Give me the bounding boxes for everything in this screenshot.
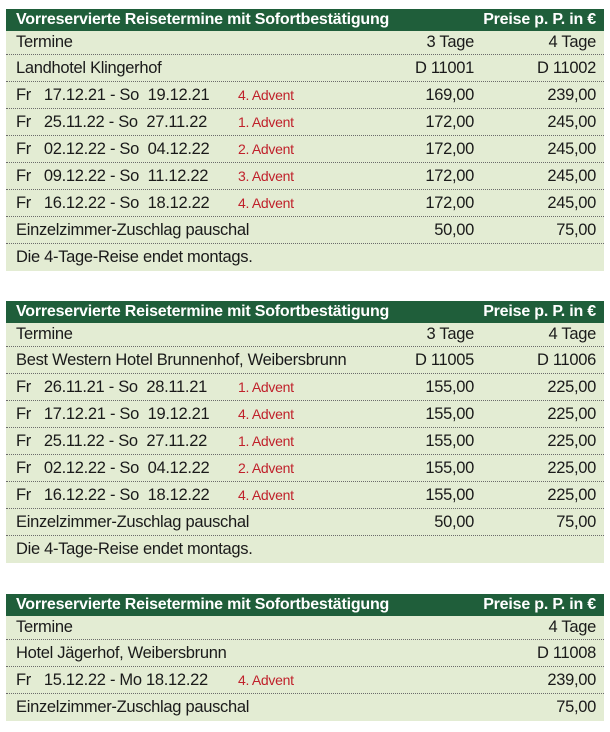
col-4-days: 4 Tage <box>548 33 596 51</box>
single-room-surcharge-row <box>6 217 604 244</box>
price-4-days: 245,00 <box>547 193 596 212</box>
header-price: Preise p. P. in € <box>483 11 596 28</box>
advent-label: 2. Advent <box>238 141 294 157</box>
surcharge-3-days: 50,00 <box>434 220 474 239</box>
date-row <box>6 428 604 455</box>
date-row <box>6 82 604 109</box>
header-title: Vorreservierte Reisetermine mit Sofortbestätigung <box>16 596 390 613</box>
date-range: Fr 25.11.22 - So 27.11.22 <box>16 431 207 450</box>
note-text: Die 4-Tage-Reise endet montags. <box>16 540 253 558</box>
col-3-days: 3 Tage <box>426 33 474 51</box>
price-3-days: 172,00 <box>425 139 474 158</box>
hotel-row <box>6 640 604 667</box>
advent-label: 2. Advent <box>238 460 294 476</box>
trip-dates-table-1 <box>6 9 604 271</box>
advent-label: 3. Advent <box>238 168 294 184</box>
date-range: Fr 26.11.21 - So 28.11.21 <box>16 377 207 396</box>
col-3-days: 3 Tage <box>426 325 474 343</box>
price-3-days: 172,00 <box>425 193 474 212</box>
advent-label: 4. Advent <box>238 87 294 103</box>
header-price: Preise p. P. in € <box>483 596 596 613</box>
price-3-days: 155,00 <box>425 404 474 423</box>
trip-dates-table-3 <box>6 594 604 721</box>
advent-label: 1. Advent <box>238 433 294 449</box>
table-header <box>6 594 604 616</box>
col-label: Termine <box>16 618 73 636</box>
price-4-days: 245,00 <box>547 139 596 158</box>
price-4-days: 239,00 <box>547 85 596 104</box>
code-4-days: D 11008 <box>536 643 596 662</box>
date-row <box>6 374 604 401</box>
advent-label: 4. Advent <box>238 195 294 211</box>
price-4-days: 225,00 <box>547 485 596 504</box>
date-range: Fr 25.11.22 - So 27.11.22 <box>16 112 207 131</box>
col-4-days: 4 Tage <box>548 618 596 636</box>
price-3-days: 155,00 <box>425 485 474 504</box>
header-price: Preise p. P. in € <box>483 303 596 320</box>
date-range: Fr 16.12.22 - So 18.12.22 <box>16 193 210 212</box>
price-4-days: 225,00 <box>547 377 596 396</box>
price-4-days: 225,00 <box>547 458 596 477</box>
date-row <box>6 455 604 482</box>
date-range: Fr 15.12.22 - Mo 18.12.22 <box>16 670 208 689</box>
date-row <box>6 163 604 190</box>
date-row <box>6 136 604 163</box>
date-range: Fr 02.12.22 - So 04.12.22 <box>16 139 210 158</box>
date-row <box>6 482 604 509</box>
price-4-days: 225,00 <box>547 404 596 423</box>
hotel-name: Best Western Hotel Brunnenhof, Weibersbrunn <box>16 350 347 369</box>
single-room-surcharge-row <box>6 509 604 536</box>
note-row <box>6 244 604 271</box>
price-4-days: 245,00 <box>547 166 596 185</box>
column-header-row <box>6 31 604 55</box>
surcharge-4-days: 75,00 <box>556 220 596 239</box>
date-range: Fr 09.12.22 - So 11.12.22 <box>16 166 209 185</box>
date-range: Fr 02.12.22 - So 04.12.22 <box>16 458 210 477</box>
price-3-days: 172,00 <box>425 112 474 131</box>
price-3-days: 172,00 <box>425 166 474 185</box>
advent-label: 4. Advent <box>238 672 294 688</box>
hotel-row <box>6 347 604 374</box>
column-header-row <box>6 616 604 640</box>
surcharge-4-days: 75,00 <box>556 512 596 531</box>
date-range: Fr 17.12.21 - So 19.12.21 <box>16 85 210 104</box>
code-3-days: D 11005 <box>414 350 474 369</box>
price-4-days: 245,00 <box>547 112 596 131</box>
table-header <box>6 9 604 31</box>
table-header <box>6 301 604 323</box>
date-row <box>6 401 604 428</box>
hotel-name: Landhotel Klingerhof <box>16 58 162 77</box>
surcharge-label: Einzelzimmer-Zuschlag pauschal <box>16 220 250 239</box>
date-row <box>6 109 604 136</box>
advent-label: 1. Advent <box>238 379 294 395</box>
price-4-days: 225,00 <box>547 431 596 450</box>
date-row <box>6 667 604 694</box>
date-range: Fr 17.12.21 - So 19.12.21 <box>16 404 210 423</box>
surcharge-4-days: 75,00 <box>556 698 596 716</box>
price-4-days: 239,00 <box>547 670 596 689</box>
price-3-days: 155,00 <box>425 431 474 450</box>
surcharge-3-days: 50,00 <box>434 512 474 531</box>
col-label: Termine <box>16 33 73 51</box>
date-range: Fr 16.12.22 - So 18.12.22 <box>16 485 210 504</box>
header-title: Vorreservierte Reisetermine mit Sofortbestätigung <box>16 11 390 28</box>
price-3-days: 169,00 <box>425 85 474 104</box>
col-4-days: 4 Tage <box>548 325 596 343</box>
trip-dates-table-2 <box>6 301 604 563</box>
note-row <box>6 536 604 563</box>
price-3-days: 155,00 <box>425 458 474 477</box>
date-row <box>6 190 604 217</box>
column-header-row <box>6 323 604 347</box>
code-4-days: D 11002 <box>536 58 596 77</box>
code-4-days: D 11006 <box>536 350 596 369</box>
advent-label: 1. Advent <box>238 114 294 130</box>
header-title: Vorreservierte Reisetermine mit Sofortbestätigung <box>16 303 390 320</box>
advent-label: 4. Advent <box>238 406 294 422</box>
single-room-surcharge-row <box>6 694 604 721</box>
advent-label: 4. Advent <box>238 487 294 503</box>
surcharge-label: Einzelzimmer-Zuschlag pauschal <box>16 698 250 716</box>
note-text: Die 4-Tage-Reise endet montags. <box>16 248 253 266</box>
hotel-name: Hotel Jägerhof, Weibersbrunn <box>16 643 227 662</box>
col-label: Termine <box>16 325 73 343</box>
code-3-days: D 11001 <box>414 58 474 77</box>
surcharge-label: Einzelzimmer-Zuschlag pauschal <box>16 512 250 531</box>
price-3-days: 155,00 <box>425 377 474 396</box>
hotel-row <box>6 55 604 82</box>
